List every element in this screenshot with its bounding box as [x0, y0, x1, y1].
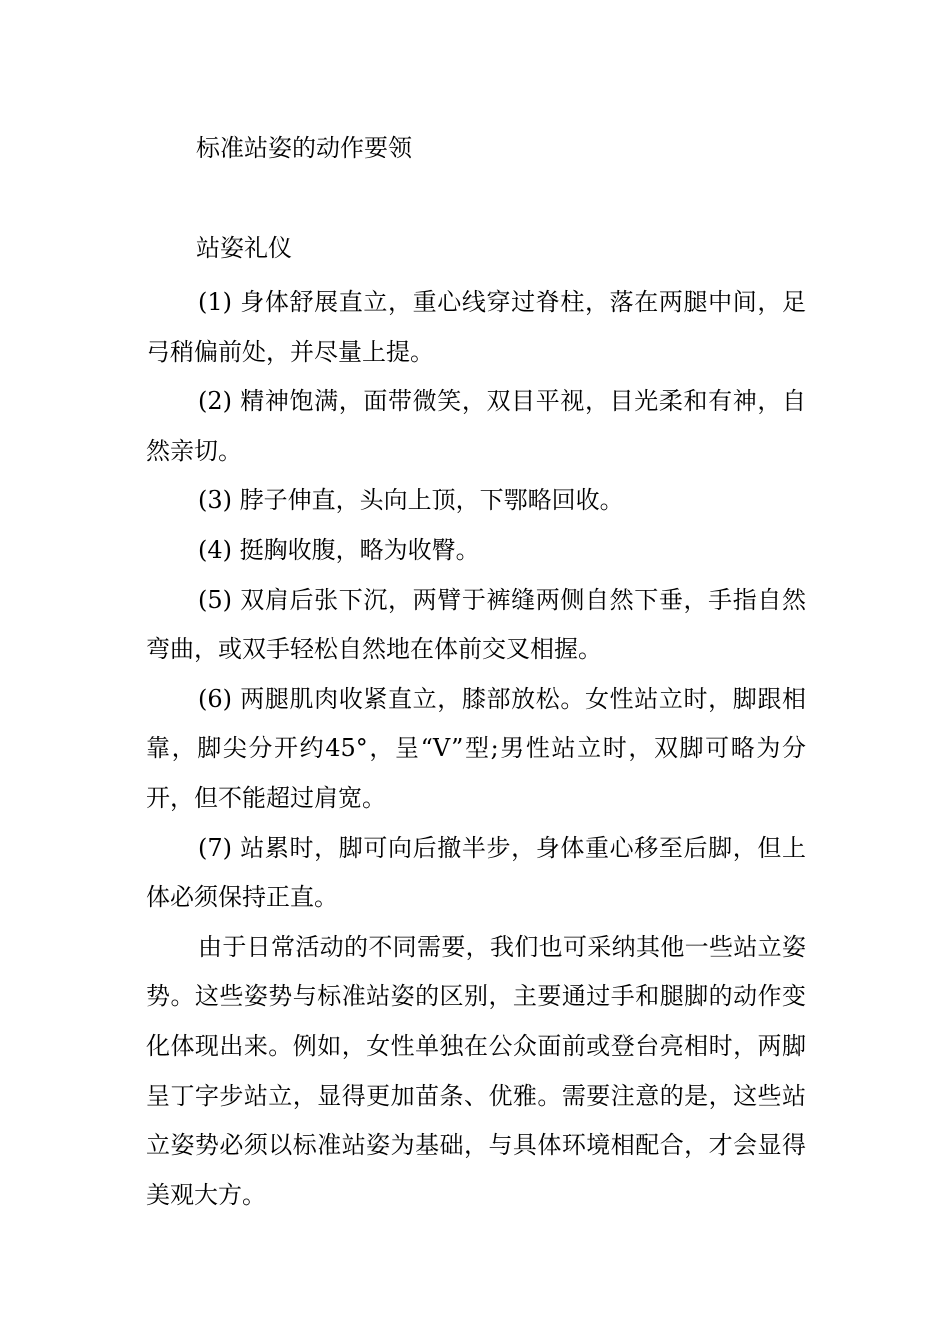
item-text: 两腿肌肉收紧直立，膝部放松。女性站立时，脚跟相靠，脚尖分开约45°，呈“V”型;男性站立时，双脚可略为分开，但不能超过肩宽。 [146, 684, 806, 812]
item-number: (6) [198, 684, 232, 713]
item-text: 脖子伸直，头向上顶，下鄂略回收。 [239, 486, 624, 515]
closing-paragraph: 由于日常活动的不同需要，我们也可采纳其他一些站立姿势。这些姿势与标准站姿的区别，主要通过手和腿脚的动作变化体现出来。例如，女性单独在公众面前或登台亮相时，两脚呈丁字步站立，显得更加苗条、优雅。需要注意的是，这些站立姿势必须以标准站姿为基础，与具体环境相配合，才会显得美观大方。 [146, 932, 806, 1209]
item-text: 精神饱满，面带微笑，双目平视，目光柔和有神，自然亲切。 [146, 387, 806, 465]
item-text: 双肩后张下沉，两臂于裤缝两侧自然下垂，手指自然弯曲，或双手轻松自然地在体前交叉相握。 [146, 585, 806, 664]
list-item [146, 675, 806, 824]
item-number: (2) [198, 387, 232, 416]
list-item [146, 526, 806, 576]
item-text: 挺胸收腹，略为收臀。 [239, 535, 480, 564]
list-item [146, 824, 806, 923]
list-item [146, 377, 806, 476]
item-number: (5) [198, 585, 232, 614]
item-number: (1) [198, 288, 232, 316]
item-number: (4) [198, 535, 232, 564]
item-number: (3) [198, 486, 232, 515]
item-number: (7) [198, 833, 232, 862]
list-item [146, 476, 806, 526]
body-text [146, 278, 806, 1220]
list-item [146, 278, 806, 377]
document-title: 标准站姿的动作要领 [196, 134, 412, 162]
item-text: 身体舒展直立，重心线穿过脊柱，落在两腿中间，足弓稍偏前处，并尽量上提。 [146, 288, 806, 366]
list-item [146, 576, 806, 675]
item-text: 站累时，脚可向后撤半步，身体重心移至后脚，但上体必须保持正直。 [146, 833, 806, 912]
section-heading: 站姿礼仪 [196, 234, 292, 262]
